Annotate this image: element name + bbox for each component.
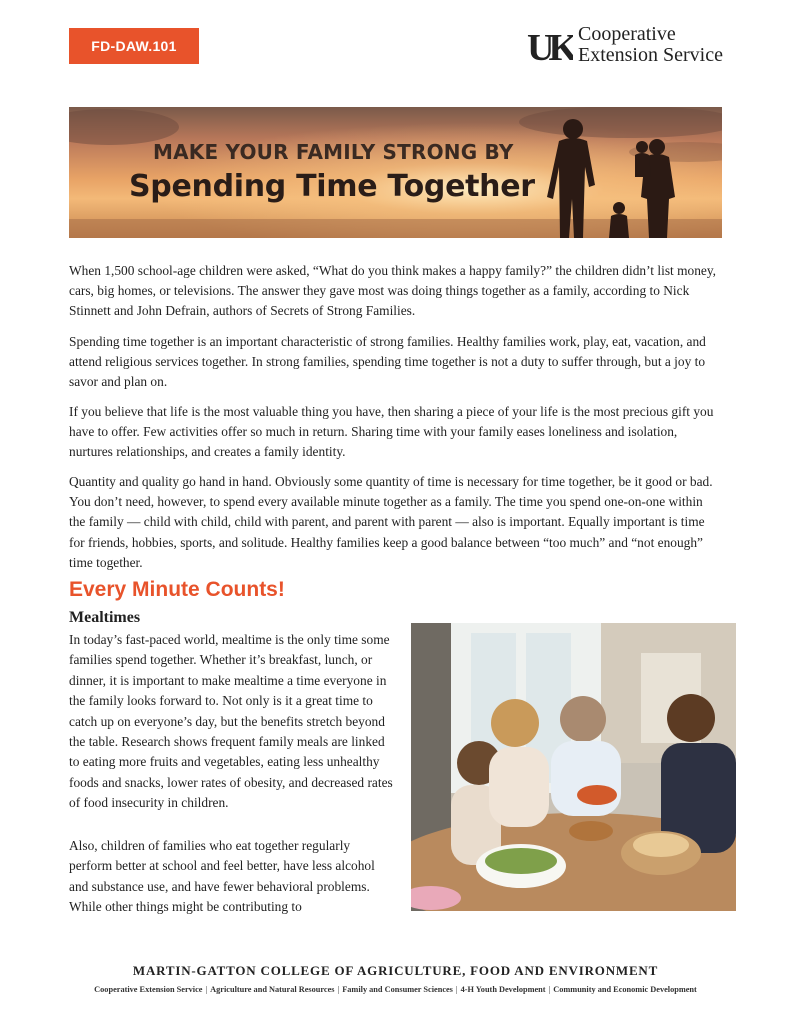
org-name [578,24,723,66]
intro-paragraph-2: Spending time together is an important characteristic of strong families. Healthy families work, play, eat, vacation, and attend religious services together. In strong families, spending time together is not a duty to suffer through, but a joy to savor and plan on. [69,334,706,390]
footer-link-cooperative-extension[interactable]: Cooperative Extension Service [94,985,203,994]
footer-separator: | [548,985,551,994]
footer-separator: | [205,985,208,994]
uk-extension-logo[interactable] [527,24,757,68]
intro-paragraph-3: If you believe that life is the most valuable thing you have, then sharing a piece of your life is the most precious gift you have to offer. Few activities offer so much in return. Sharing time with your family eases loneliness and isolation, nurtures relationships, and creates a family identity. [69,404,714,460]
footer-department-links [0,985,791,994]
banner-title-line2: Spending Time Together [129,169,535,204]
banner-title-line1: MAKE YOUR FAMILY STRONG BY [153,140,514,164]
mealtimes-paragraph-1: In today’s fast-paced world, mealtime is the only time some families spend together. Whether it’s breakfast, lunch, or dinner, it is important to make mealtime a time everyone in the family looks forward to. Not only is it a great time to catch up on everyone’s day, but the benefits stretch beyond the table. Research shows frequent family meals are linked to eating more fruits and vegetables, eating less unhealthy foods and snacks, lower rates of obesity, and decreased rates of food insecurity in children. [69,632,393,811]
footer-separator: | [455,985,458,994]
org-name-line1: Cooperative [578,23,676,45]
intro-paragraph-1: When 1,500 school-age children were asked, “What do you think makes a happy family?” the children didn’t list money, cars, big homes, or televisions. The answer they gave most was doing things together as a family, according to Nick Stinnett and John Defrain, authors of Secrets of Strong Families. [69,263,717,319]
footer-link-family-consumer-sciences[interactable]: Family and Consumer Sciences [342,985,453,994]
family-dinner-photo [411,623,736,911]
publication-code-badge [69,28,199,64]
org-name-line2: Extension Service [578,44,723,66]
mealtimes-paragraph-2: Also, children of families who eat together regularly perform better at school and feel better, have less alcohol and substance use, and have fewer behavioral problems. While other things might be contributing to [69,838,375,915]
title-banner [69,107,722,238]
footer-college-name: MARTIN-GATTON COLLEGE OF AGRICULTURE, FOOD AND ENVIRONMENT [132,963,659,978]
mealtimes-subheading: Mealtimes [69,609,141,626]
uk-logo-icon [527,26,573,66]
footer-link-4h-youth[interactable]: 4-H Youth Development [460,985,546,994]
section-heading: Every Minute Counts! [69,578,285,601]
publication-code: FD-DAW.101 [91,38,177,54]
footer-link-community-economic[interactable]: Community and Economic Development [553,985,697,994]
footer-link-agriculture[interactable]: Agriculture and Natural Resources [210,985,335,994]
logo-letters: UK [527,27,572,66]
intro-paragraph-4: Quantity and quality go hand in hand. Obviously some quantity of time is necessary for time together, be it good or bad. You don’t need, however, to spend every available minute together as a family. The time you spend one-on-one within the family — child with child, child with parent, and parent with parent — also is important. Equally important is time for friends, hobbies, sports, and solitude. Healthy families keep a good balance between “too much” and “not enough” time together. [69,474,713,570]
family-meal-image-icon [411,623,736,911]
footer-separator: | [337,985,340,994]
